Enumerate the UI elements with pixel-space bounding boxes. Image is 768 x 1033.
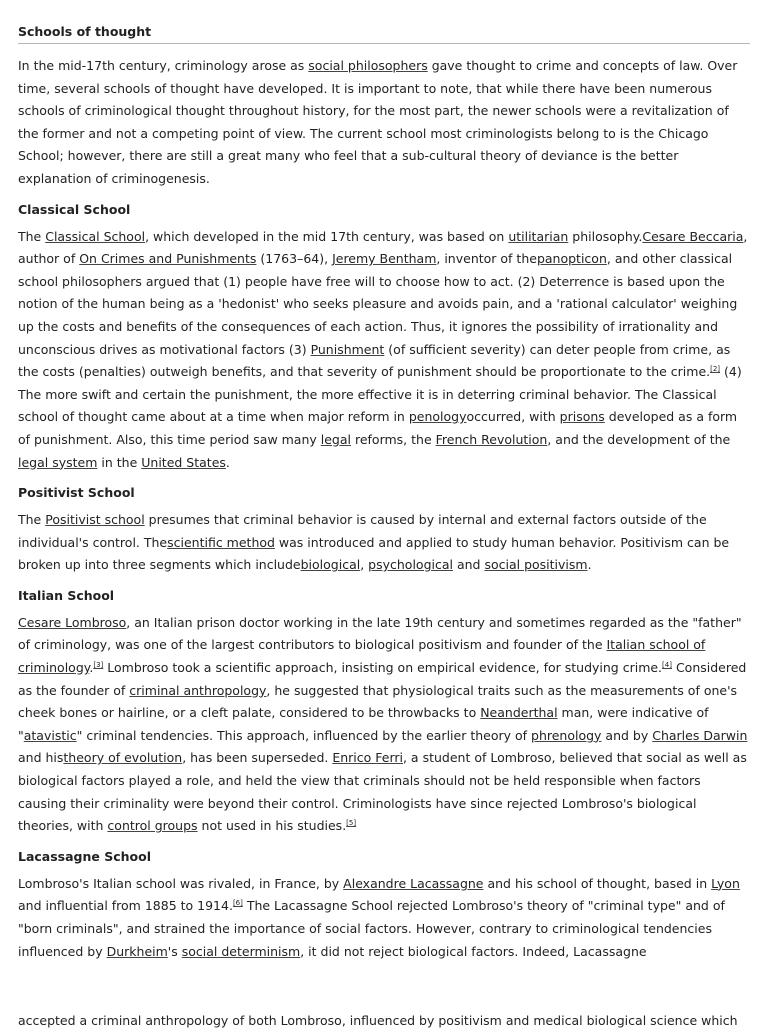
section-text-italian: Cesare Lombroso, an Italian prison doctor working in the late 19th century and sometimes regarded as the "father" of criminology, was one of the largest contributors to biological positivism and founder of the Italian school of criminology.[3] Lombroso took a scientific approach, insisting on empirical evidence, for studying crime.[4] Considered as the founder of criminal anthropology, he suggested that physiological traits such as the measurements of one's cheek bones or hairline, or a cleft palate, considered to be throwbacks to Neanderthal man, were indicative of "atavistic" criminal tendencies. This approach, influenced by the earlier theory of phrenology and by Charles Darwin and histheory of evolution, has been superseded. Enrico Ferri, a student of Lombroso, believed that social as well as biological factors played a role, and held the view that criminals should not be held responsible when factors causing their criminality were beyond their control. Criminologists have since rejected Lombroso's biological theories, with control groups not used in his studies.[5] (18, 614, 748, 834)
page-title: Schools of thought (18, 21, 750, 44)
wiki-link[interactable]: Neanderthal (480, 705, 558, 721)
wiki-link[interactable]: legal system (18, 454, 98, 470)
wiki-link[interactable]: social determinism (181, 943, 301, 959)
section-title-lacassagne: Lacassagne School (18, 848, 152, 864)
section-title-positivist: Positivist School (18, 485, 135, 501)
wiki-link[interactable]: atavistic (23, 727, 77, 743)
citation-link[interactable]: [4] (662, 660, 672, 669)
section-text-positivist: The Positivist school presumes that criminal behavior is caused by internal and external factors outside of the individual's control. Thescientific method was introduced and applied to study human behavior. Positivism can be broken up into three segments which includebiological, psychological and social positivism. (18, 512, 730, 573)
wiki-link[interactable]: theory of evolution (63, 750, 183, 766)
wiki-link[interactable]: Cesare Lombroso (18, 614, 127, 630)
wiki-link[interactable]: criminal anthropology (129, 682, 267, 698)
next-page-fragment: accepted a criminal anthropology of both Lombroso, influenced by positivism and medical biological science which (18, 1013, 738, 1028)
wiki-link[interactable]: Cesare Beccaria (642, 228, 744, 244)
wiki-link[interactable]: Italian school of criminology (18, 637, 706, 676)
wiki-link[interactable]: social philosophers (308, 58, 428, 73)
citation-link[interactable]: [6] (232, 899, 243, 908)
wiki-link[interactable]: penology (408, 409, 467, 425)
wiki-link[interactable]: Alexandre Lacassagne (343, 875, 484, 891)
wiki-link[interactable]: social positivism (484, 557, 588, 573)
section-title-classical: Classical School (18, 201, 131, 217)
wiki-link[interactable]: Enrico Ferri (332, 750, 403, 766)
wiki-link[interactable]: Charles Darwin (652, 727, 748, 743)
wiki-link[interactable]: panopticon (536, 251, 607, 267)
section-title-italian: Italian School (18, 587, 115, 603)
wiki-link[interactable]: Jeremy Bentham (332, 251, 437, 267)
intro-paragraph: In the mid-17th century, criminology arose as social philosophers gave thought to crime and concepts of law. Over time, several schools of thought have developed. It is important to note, that while there have been numerous schools of criminological thought throughout history, for the most part, the newer schools were a revitalization of the former and not a competing point of view. The current school most criminologists belong to is the Chicago School; however, there are still a great many who feel that a sub-cultural theory of deviance is the better explanation of criminogenesis. (18, 58, 738, 186)
wiki-link[interactable]: phrenology (531, 727, 602, 743)
wiki-link[interactable]: scientific method (167, 534, 275, 550)
wiki-link[interactable]: Positivist school (45, 512, 145, 528)
wiki-link[interactable]: Lyon (711, 875, 740, 891)
wiki-link[interactable]: psychological (368, 557, 453, 573)
wiki-link[interactable]: control groups (107, 818, 198, 834)
wiki-link[interactable]: prisons (559, 409, 605, 425)
section-text-lacassagne: Lombroso's Italian school was rivaled, in France, by Alexandre Lacassagne and his school of thought, based in Lyon and influential from 1885 to 1914.[6] The Lacassagne School rejected Lombroso's theory of "criminal type" and of "born criminals", and strained the importance of social factors. However, contrary to criminological tendencies influenced by Durkheim's social determinism, it did not reject biological factors. Indeed, Lacassagne (18, 875, 740, 959)
wiki-link[interactable]: United States (141, 454, 226, 470)
wiki-link[interactable]: legal (320, 431, 351, 447)
wiki-link[interactable]: Punishment (310, 341, 385, 357)
citation-link[interactable]: [2] (710, 364, 721, 373)
article-content (18, 21, 750, 963)
wiki-link[interactable]: French Revolution (435, 431, 548, 447)
wiki-link[interactable]: Durkheim (106, 943, 168, 959)
wiki-link[interactable]: Classical School (45, 228, 146, 244)
wiki-link[interactable]: biological (300, 557, 361, 573)
wiki-link[interactable]: utilitarian (508, 228, 569, 244)
citation-link[interactable]: [5] (346, 819, 357, 828)
section-text-classical: The Classical School, which developed in the mid 17th century, was based on utilitarian philosophy.Cesare Beccaria, author of On Crimes and Punishments (1763–64), Jeremy Bentham, inventor of thepanopticon, and other classical school philosophers argued that (1) people have free will to choose how to act. (2) Deterrence is based upon the notion of the human being as a 'hedonist' who seeks pleasure and avoids pain, and a 'rational calculator' weighing up the costs and benefits of the consequences of each action. Thus, it ignores the possibility of irrationality and unconscious drives as motivational factors (3) Punishment (of sufficient severity) can deter people from crime, as the costs (penalties) outweigh benefits, and that severity of punishment should be proportionate to the crime.[2] (4) The more swift and certain the punishment, the more effective it is in deterring criminal behavior. The Classical school of thought came about at a time when major reform in penologyoccurred, with prisons developed as a form of punishment. Also, this time period saw many legal reforms, the French Revolution, and the development of the legal system in the United States. (18, 228, 748, 470)
citation-link[interactable]: [3] (93, 660, 104, 669)
wiki-link[interactable]: On Crimes and Punishments (79, 251, 257, 267)
